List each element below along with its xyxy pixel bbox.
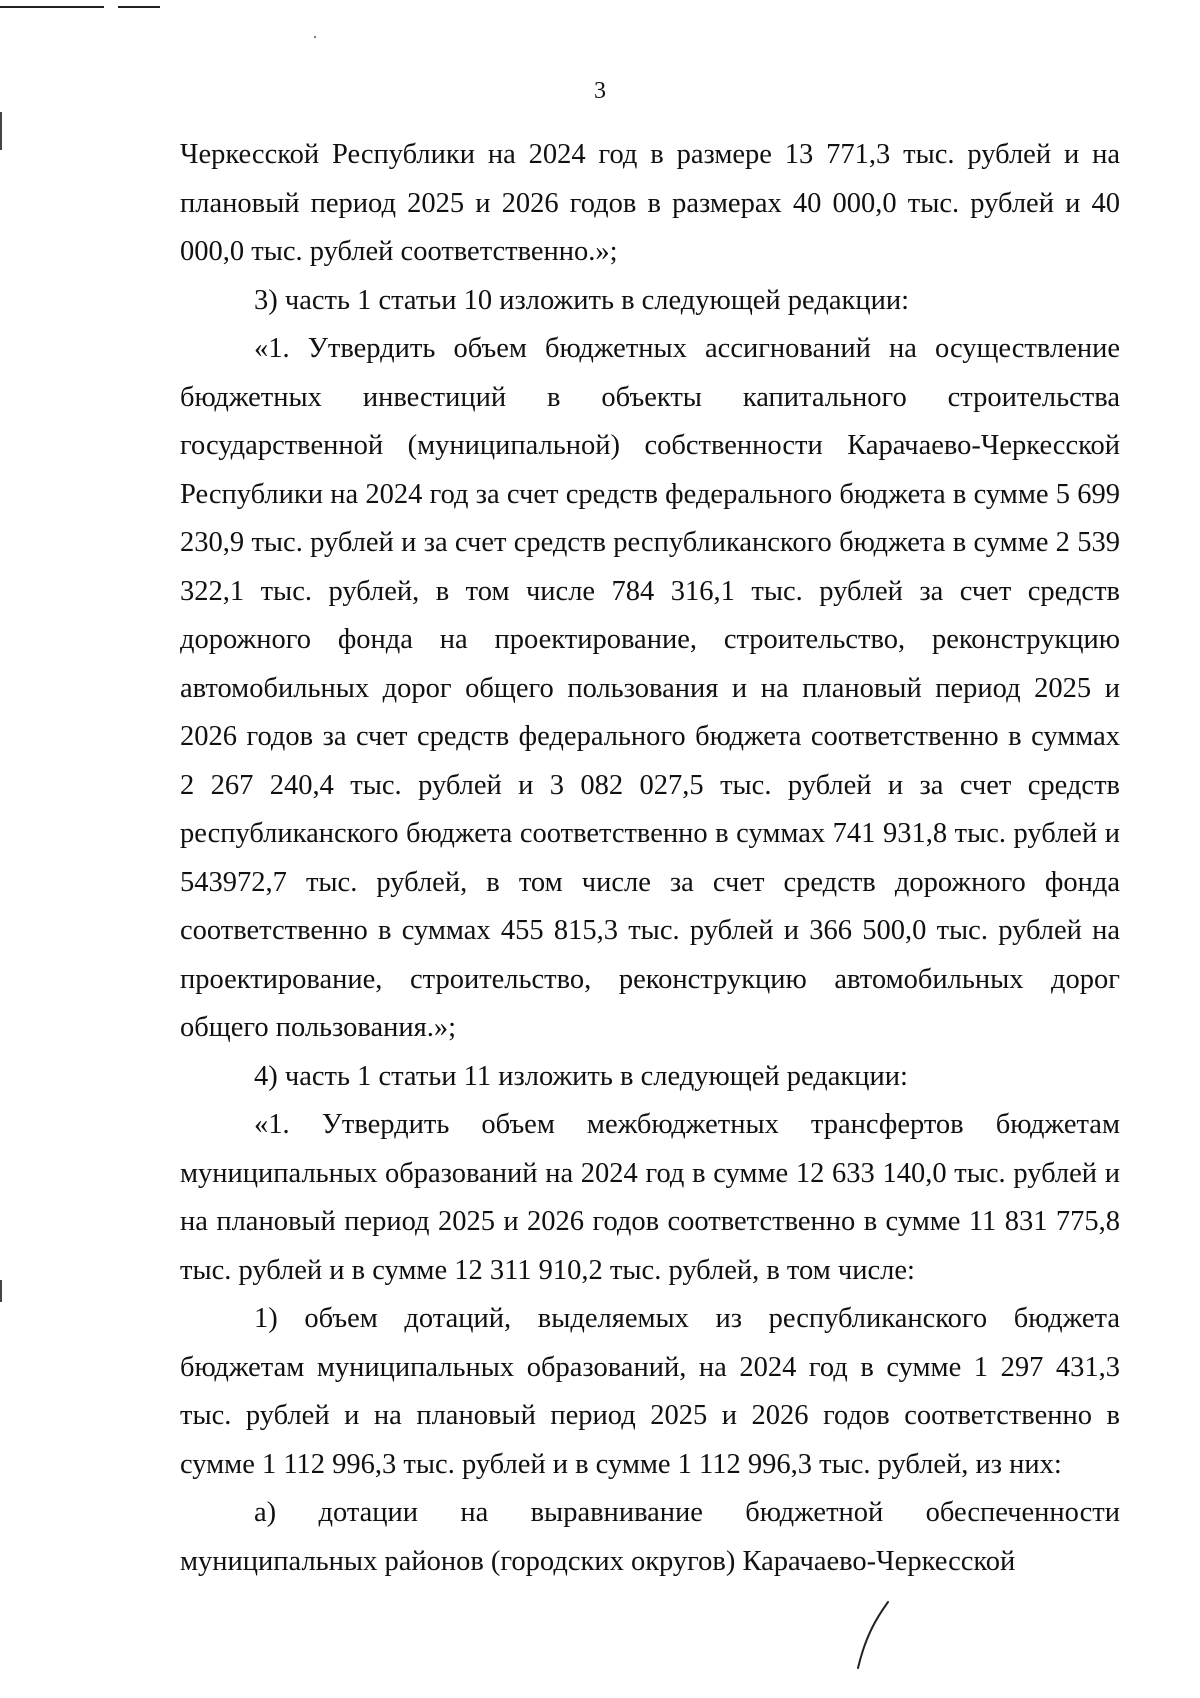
scan-speck bbox=[314, 36, 316, 38]
scan-edge-line bbox=[118, 6, 160, 8]
paragraph-article-11-part-1: «1. Утвердить объем межбюджетных трансфертов бюджетам муниципальных образований на 2024 год в сумме 12 633 140,0 тыс. рублей и на плановый период 2025 и 2026 годов соответственно в сумме 11 831 775,8 тыс. рублей и в сумме 12 311 910,2 тыс. рублей, в том числе: bbox=[180, 1109, 1120, 1286]
page-number: 3 bbox=[594, 78, 606, 104]
scan-margin-mark bbox=[0, 1280, 2, 1302]
paragraph-subitem-a: а) дотации на выравнивание бюджетной обеспеченности муниципальных районов (городских округов) Карачаево-Черкесской bbox=[180, 1497, 1120, 1577]
paragraph-continuation: Черкесской Республики на 2024 год в размере 13 771,3 тыс. рублей и на плановый период 2025 и 2026 годов в размерах 40 000,0 тыс. рублей и 40 000,0 тыс. рублей соответственно.»; bbox=[180, 139, 1120, 267]
handwritten-initial-mark bbox=[852, 1598, 892, 1678]
paragraph-article-10-part-1: «1. Утвердить объем бюджетных ассигнований на осуществление бюджетных инвестиций в объекты капитального строительства государственной (муниципальной) собственности Карачаево-Черкесской Республики на 2024 год за счет средств федерального бюджета в сумме 5 699 230,9 тыс. рублей и за счет средств республиканского бюджета в сумме 2 539 322,1 тыс. рублей, в том числе 784 316,1 тыс. рублей за счет средств дорожного фонда на проектирование, строительство, реконструкцию автомобильных дорог общего пользования и на плановый период 2025 и 2026 годов за счет средств федерального бюджета соответственно в суммах 2 267 240,4 тыс. рублей и 3 082 027,5 тыс. рублей и за счет средств республиканского бюджета соответственно в суммах 741 931,8 тыс. рублей и 543972,7 тыс. рублей, в том числе за счет средств дорожного фонда соответственно в суммах 455 815,3 тыс. рублей и 366 500,0 тыс. рублей на проектирование, строительство, реконструкцию автомобильных дорог общего пользования.»; bbox=[180, 333, 1120, 1043]
document-body bbox=[180, 131, 1120, 1586]
paragraph-item-4: 4) часть 1 статьи 11 изложить в следующей редакции: bbox=[254, 1060, 908, 1092]
scan-margin-mark bbox=[0, 112, 2, 150]
paragraph-subitem-1: 1) объем дотаций, выделяемых из республиканского бюджета бюджетам муниципальных образований, на 2024 год в сумме 1 297 431,3 тыс. рублей и на плановый период 2025 и 2026 годов соответственно в сумме 1 112 996,3 тыс. рублей и в сумме 1 112 996,3 тыс. рублей, из них: bbox=[180, 1303, 1120, 1480]
paragraph-item-3: 3) часть 1 статьи 10 изложить в следующей редакции: bbox=[254, 284, 909, 316]
scan-edge-line bbox=[0, 6, 104, 8]
